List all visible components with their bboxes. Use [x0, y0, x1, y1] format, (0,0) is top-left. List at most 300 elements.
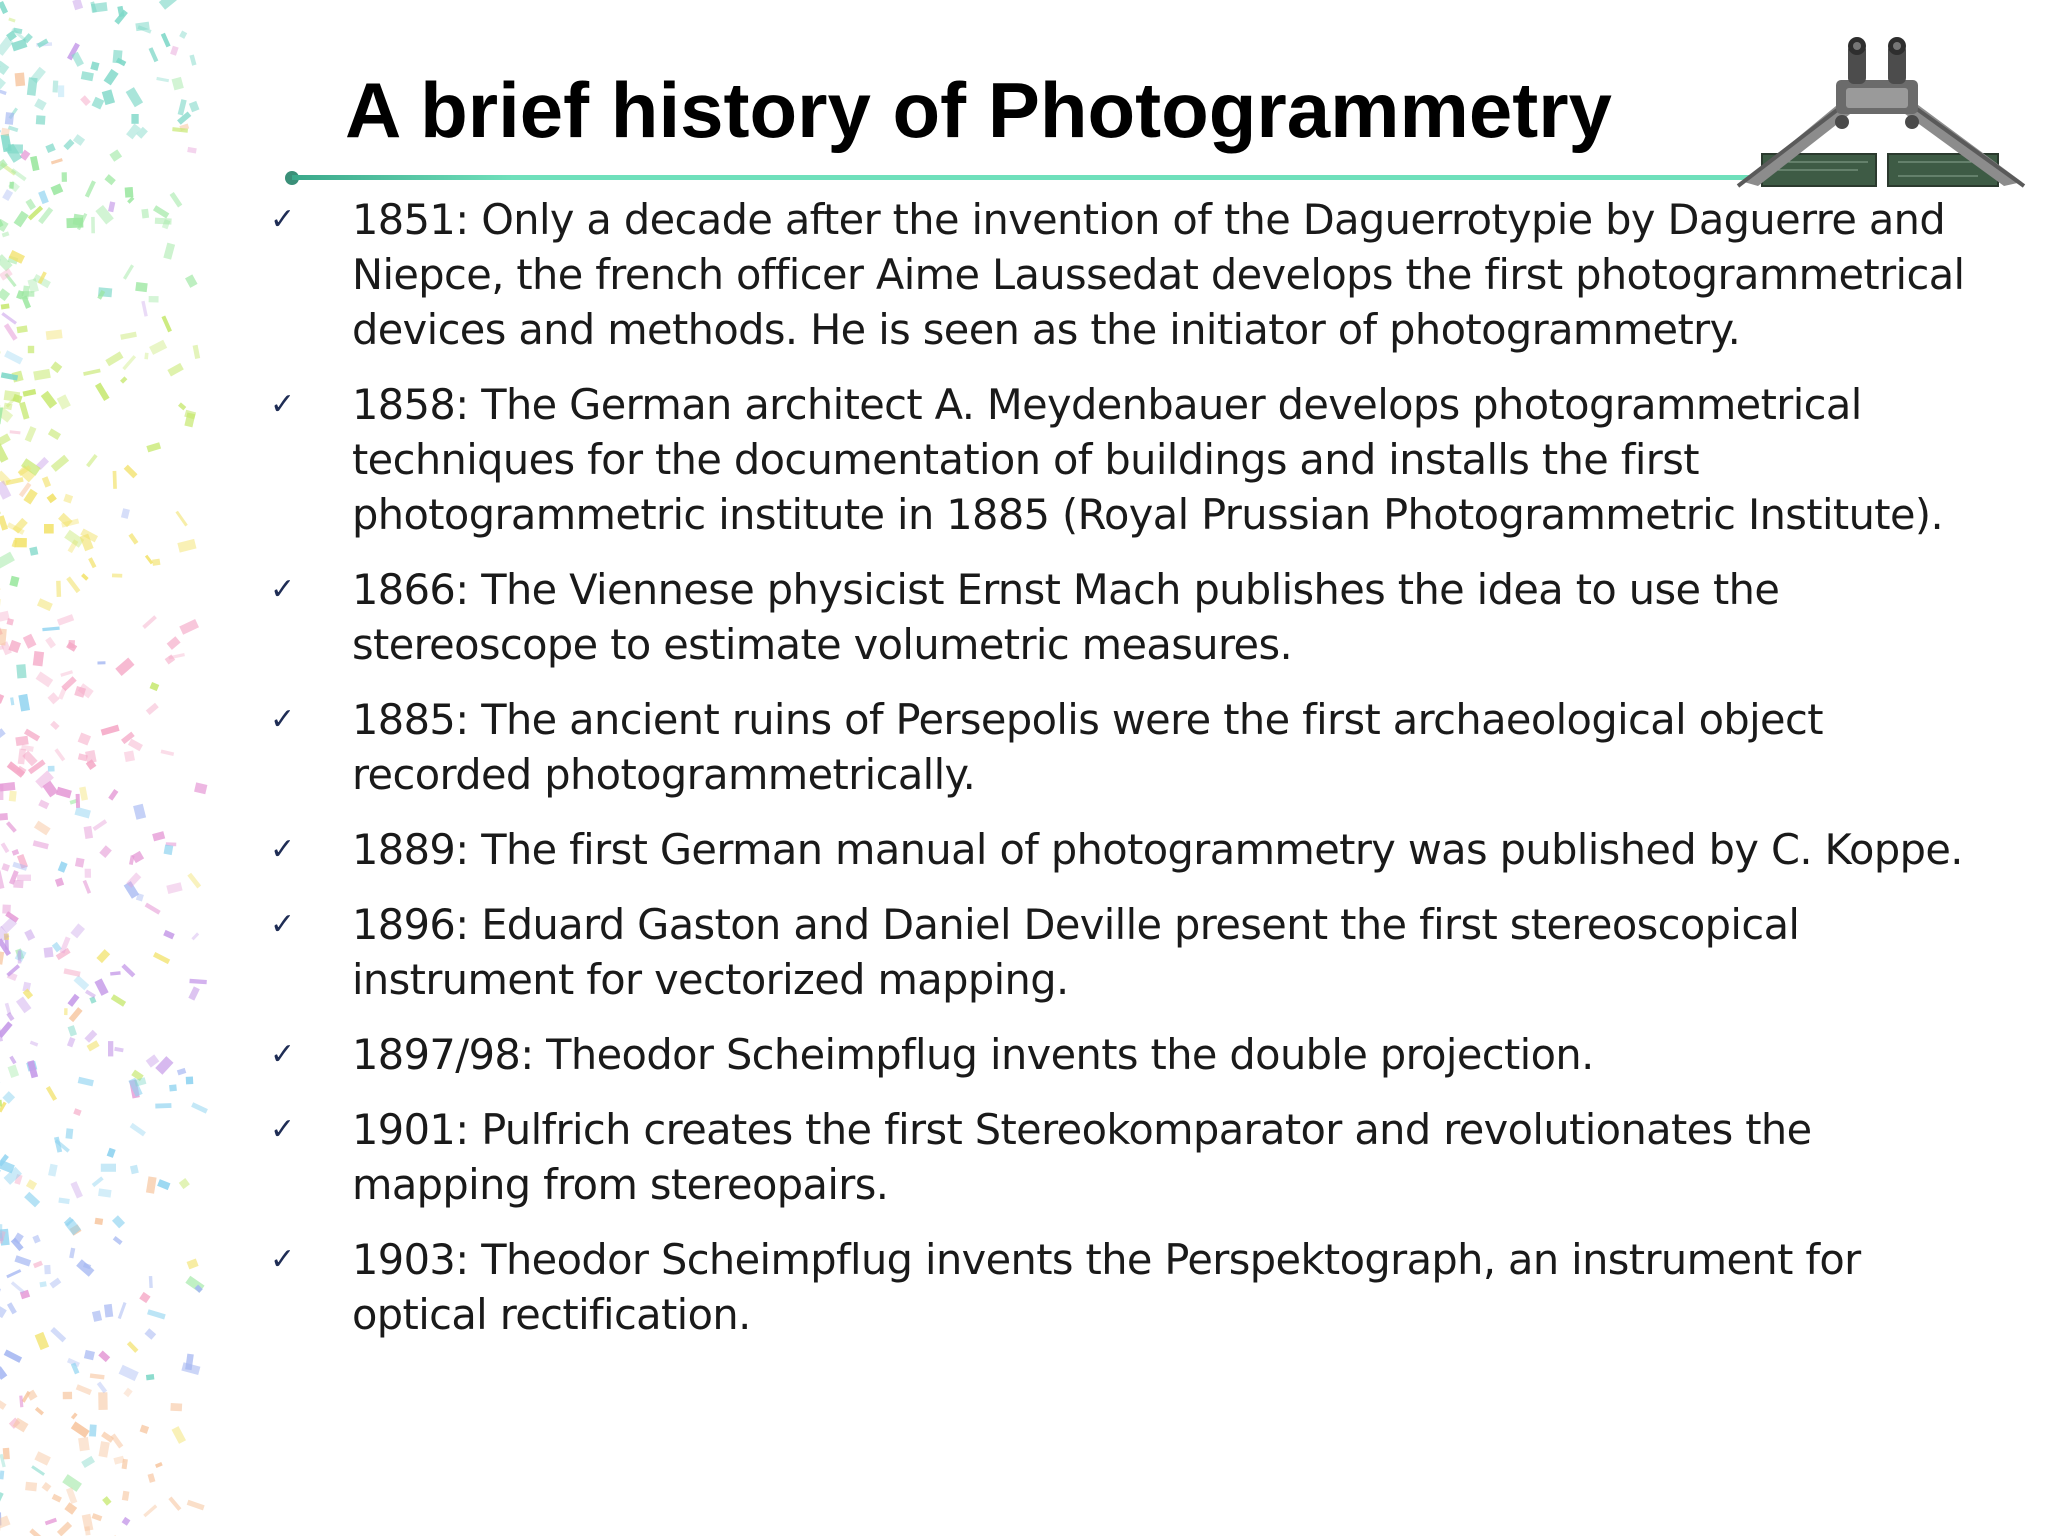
confetti-piece [76, 1259, 94, 1276]
confetti-piece [161, 316, 171, 333]
confetti-border-decoration [0, 0, 220, 1536]
confetti-piece [141, 209, 149, 219]
confetti-piece [44, 1265, 51, 1274]
confetti-piece [110, 971, 121, 976]
confetti-piece [0, 951, 4, 965]
check-mark-icon: ✓ [270, 1112, 295, 1147]
confetti-piece [56, 581, 61, 597]
confetti-piece [84, 826, 93, 839]
confetti-piece [0, 645, 4, 651]
confetti-piece [33, 840, 49, 849]
confetti-piece [92, 1310, 102, 1322]
confetti-piece [79, 787, 88, 801]
confetti-piece [35, 1407, 44, 1415]
confetti-piece [58, 1198, 69, 1205]
confetti-piece [95, 383, 110, 402]
confetti-piece [109, 149, 122, 161]
confetti-piece [67, 1037, 75, 1047]
confetti-piece [153, 952, 170, 964]
confetti-piece [161, 33, 171, 48]
confetti-piece [0, 1400, 7, 1410]
confetti-piece [5, 112, 14, 125]
confetti-piece [113, 471, 117, 489]
confetti-piece [52, 81, 58, 93]
confetti-piece [179, 31, 187, 39]
confetti-piece [130, 1123, 146, 1137]
confetti-piece [10, 430, 21, 434]
confetti-piece [172, 77, 184, 90]
confetti-piece [48, 766, 55, 772]
confetti-piece [141, 301, 148, 317]
confetti-piece [44, 524, 54, 534]
confetti-piece [172, 1426, 186, 1444]
confetti-piece [97, 661, 105, 664]
confetti-piece [102, 1496, 111, 1506]
confetti-piece [146, 703, 159, 715]
confetti-piece [51, 183, 64, 195]
check-mark-icon: ✓ [270, 832, 295, 867]
confetti-piece [63, 1392, 72, 1400]
confetti-piece [120, 332, 137, 340]
confetti-piece [0, 288, 10, 301]
confetti-piece [16, 664, 26, 678]
check-mark-icon: ✓ [270, 907, 295, 942]
check-mark-icon: ✓ [270, 387, 295, 422]
confetti-piece [146, 442, 161, 452]
confetti-piece [133, 804, 146, 820]
confetti-piece [42, 627, 59, 632]
confetti-piece [4, 323, 18, 340]
history-bullet-item [270, 377, 1990, 542]
confetti-piece [168, 1497, 181, 1511]
confetti-piece [78, 1077, 94, 1087]
confetti-piece [1, 128, 10, 136]
confetti-piece [0, 515, 8, 530]
bullet-text: 1851: Only a decade after the invention of the Daguerrotypie by Daguerre and Niepce, the french officer Aime Laussedat develops the first photogrammetrical devices and methods. He is seen as the initiator of photogrammetry. [352, 195, 1965, 354]
confetti-piece [9, 576, 19, 587]
stereo-plotter-device-icon [1718, 36, 2036, 196]
confetti-piece [30, 156, 39, 171]
confetti-piece [189, 101, 200, 112]
confetti-piece [99, 845, 112, 858]
confetti-piece [69, 1007, 83, 1022]
confetti-piece [155, 1103, 171, 1108]
confetti-piece [78, 1437, 90, 1451]
confetti-piece [143, 1504, 157, 1517]
confetti-piece [185, 274, 197, 287]
confetti-piece [63, 968, 80, 977]
confetti-piece [0, 552, 15, 569]
confetti-piece [69, 1248, 75, 1259]
confetti-piece [0, 78, 6, 89]
confetti-piece [64, 1008, 68, 1015]
confetti-piece [163, 930, 175, 939]
confetti-piece [8, 18, 15, 23]
confetti-piece [191, 1102, 208, 1113]
confetti-piece [107, 1148, 116, 1158]
confetti-piece [0, 782, 15, 791]
confetti-piece [9, 1056, 16, 1065]
confetti-piece [122, 1517, 131, 1526]
confetti-piece [0, 1306, 7, 1318]
confetti-piece [19, 1396, 23, 1408]
title-underline-rule [282, 170, 1762, 186]
confetti-piece [84, 1350, 95, 1360]
confetti-piece [85, 990, 96, 999]
confetti-piece [1, 863, 10, 871]
confetti-piece [56, 787, 72, 799]
confetti-piece [153, 205, 169, 218]
confetti-piece [90, 61, 99, 70]
confetti-piece [67, 994, 79, 1007]
confetti-piece [0, 1287, 1, 1301]
confetti-piece [121, 964, 135, 978]
confetti-piece [170, 1403, 182, 1411]
confetti-piece [119, 1365, 139, 1381]
confetti-piece [88, 557, 96, 568]
confetti-piece [33, 369, 51, 381]
confetti-piece [34, 98, 47, 110]
bullet-text: 1896: Eduard Gaston and Daniel Deville present the first stereoscopical instrument for vectorized mapping. [352, 900, 1800, 1004]
confetti-piece [144, 1328, 156, 1340]
confetti-piece [127, 196, 134, 203]
confetti-piece [37, 598, 53, 611]
bullet-text: 1885: The ancient ruins of Persepolis were the first archaeological object recorded photogrammetrically. [352, 695, 1823, 799]
confetti-piece [102, 89, 115, 105]
confetti-piece [4, 350, 23, 364]
confetti-piece [23, 389, 37, 397]
confetti-piece [91, 217, 95, 233]
confetti-piece [83, 369, 101, 376]
confetti-piece [17, 875, 31, 881]
confetti-piece [58, 85, 64, 97]
confetti-piece [0, 1470, 4, 1479]
confetti-piece [48, 1164, 58, 1177]
confetti-piece [193, 345, 201, 359]
confetti-piece [25, 426, 37, 442]
confetti-piece [15, 73, 26, 87]
confetti-piece [149, 340, 167, 355]
confetti-piece [0, 90, 7, 95]
confetti-piece [73, 134, 85, 146]
confetti-piece [96, 949, 110, 963]
confetti-piece [2, 231, 10, 237]
confetti-piece [166, 882, 182, 894]
history-bullet-item [270, 692, 1990, 802]
confetti-piece [155, 218, 172, 225]
confetti-piece [146, 1374, 154, 1380]
confetti-piece [104, 1304, 113, 1318]
confetti-piece [122, 355, 136, 370]
history-bullet-item [270, 192, 1990, 357]
confetti-piece [149, 47, 159, 62]
confetti-piece [11, 1281, 25, 1294]
confetti-piece [31, 1465, 45, 1476]
confetti-piece [46, 1086, 57, 1101]
confetti-piece [101, 1164, 116, 1172]
confetti-piece [36, 115, 46, 124]
confetti-piece [18, 694, 30, 712]
confetti-piece [177, 539, 196, 553]
confetti-piece [149, 296, 159, 302]
confetti-piece [76, 794, 80, 808]
confetti-piece [57, 394, 71, 409]
confetti-piece [85, 869, 91, 878]
confetti-piece [104, 174, 115, 185]
confetti-piece [14, 1255, 31, 1266]
confetti-piece [45, 637, 56, 649]
confetti-piece [51, 158, 63, 164]
confetti-piece [75, 858, 85, 868]
confetti-piece [84, 1030, 97, 1043]
history-bullet-item [270, 562, 1990, 672]
confetti-piece [26, 1179, 37, 1190]
confetti-piece [110, 1434, 123, 1449]
confetti-piece [149, 1276, 153, 1288]
confetti-piece [6, 821, 17, 833]
confetti-piece [0, 583, 1, 599]
confetti-piece [58, 687, 67, 700]
confetti-piece [161, 750, 175, 757]
confetti-piece [187, 1259, 199, 1270]
confetti-piece [112, 574, 122, 578]
bullet-text: 1858: The German architect A. Meydenbauer develops photogrammetrical techniques for the documentation of buildings and installs the first photogrammetric institute in 1885 (Royal Prussian Photogrammetric Institute). [352, 380, 1944, 539]
confetti-piece [1, 303, 10, 309]
confetti-piece [24, 929, 35, 941]
confetti-piece [170, 192, 183, 207]
confetti-piece [30, 1041, 39, 1047]
confetti-piece [90, 1373, 105, 1379]
confetti-piece [168, 653, 185, 659]
confetti-piece [1, 312, 17, 325]
confetti-piece [92, 1176, 104, 1187]
confetti-piece [0, 1366, 7, 1380]
confetti-piece [122, 1491, 130, 1501]
check-mark-icon: ✓ [270, 702, 295, 737]
confetti-piece [97, 1382, 107, 1394]
confetti-piece [0, 1, 8, 14]
confetti-piece [15, 736, 28, 746]
confetti-piece [0, 1515, 11, 1530]
confetti-piece [145, 555, 153, 565]
confetti-piece [134, 1077, 146, 1086]
confetti-piece [2, 1091, 15, 1104]
confetti-piece [115, 658, 134, 676]
confetti-piece [23, 634, 37, 649]
confetti-piece [121, 508, 130, 519]
confetti-piece [50, 361, 62, 373]
confetti-piece [146, 1176, 157, 1193]
confetti-piece [92, 97, 105, 110]
confetti-piece [81, 1456, 95, 1468]
confetti-piece [89, 1424, 97, 1436]
confetti-piece [108, 789, 118, 801]
confetti-piece [49, 1278, 61, 1289]
history-bullet-item [270, 897, 1990, 1007]
confetti-piece [164, 845, 174, 856]
confetti-piece [44, 947, 54, 958]
confetti-piece [124, 751, 135, 763]
confetti-piece [146, 1054, 160, 1067]
confetti-piece [35, 1332, 49, 1350]
confetti-piece [114, 1047, 123, 1052]
confetti-piece [74, 975, 90, 990]
confetti-piece [117, 6, 124, 17]
confetti-piece [24, 1192, 40, 1208]
confetti-piece [62, 172, 67, 182]
confetti-piece [98, 1351, 110, 1363]
confetti-piece [28, 346, 34, 353]
confetti-piece [187, 1500, 205, 1511]
confetti-piece [105, 351, 123, 366]
confetti-piece [85, 180, 96, 197]
confetti-piece [0, 693, 4, 703]
confetti-piece [13, 28, 22, 34]
confetti-piece [124, 465, 138, 479]
confetti-piece [140, 1425, 149, 1434]
confetti-piece [175, 511, 187, 527]
confetti-piece [65, 1128, 73, 1139]
confetti-piece [14, 211, 29, 228]
confetti-piece [52, 1494, 62, 1503]
confetti-piece [0, 1492, 4, 1504]
confetti-piece [169, 1084, 177, 1091]
bullet-text: 1903: Theodor Scheimpflug invents the Perspektograph, an instrument for optical rectification. [352, 1235, 1861, 1339]
confetti-piece [188, 986, 199, 1000]
confetti-piece [29, 1528, 45, 1536]
confetti-piece [123, 264, 134, 279]
confetti-piece [33, 1261, 43, 1269]
confetti-piece [33, 651, 44, 666]
confetti-piece [93, 819, 108, 831]
confetti-piece [104, 69, 119, 85]
confetti-piece [101, 725, 120, 736]
confetti-piece [34, 1451, 50, 1465]
confetti-piece [0, 1021, 13, 1038]
confetti-piece [46, 329, 63, 340]
confetti-piece [68, 1025, 77, 1036]
confetti-piece [152, 559, 160, 566]
confetti-piece [139, 1292, 150, 1303]
confetti-piece [81, 71, 94, 81]
confetti-piece [131, 114, 138, 124]
confetti-piece [0, 433, 11, 447]
confetti-piece [111, 994, 126, 1007]
confetti-piece [48, 692, 60, 704]
confetti-piece [155, 1056, 173, 1075]
confetti-piece [135, 282, 147, 292]
confetti-piece [178, 402, 186, 410]
confetti-piece [130, 1165, 139, 1175]
confetti-piece [98, 1188, 112, 1197]
confetti-piece [78, 733, 91, 746]
confetti-piece [145, 903, 161, 915]
confetti-piece [86, 454, 98, 467]
confetti-piece [108, 201, 115, 212]
confetti-piece [70, 1181, 82, 1198]
confetti-piece [0, 728, 6, 739]
confetti-piece [189, 55, 196, 66]
confetti-piece [25, 1482, 37, 1492]
confetti-piece [45, 143, 55, 153]
confetti-piece [37, 39, 49, 48]
history-bullet-item [270, 1102, 1990, 1212]
confetti-piece [42, 1482, 52, 1492]
confetti-piece [41, 391, 57, 409]
confetti-piece [29, 547, 38, 556]
confetti-piece [189, 979, 206, 984]
bullet-text: 1866: The Viennese physicist Ernst Mach publishes the idea to use the stereoscope to estimate volumetric measures. [352, 565, 1780, 669]
confetti-piece [0, 1100, 2, 1108]
confetti-piece [66, 218, 83, 228]
confetti-piece [47, 493, 57, 503]
confetti-piece [58, 861, 68, 872]
confetti-piece [71, 1413, 78, 1420]
confetti-piece [194, 782, 207, 794]
bullet-text: 1889: The first German manual of photogrammetry was published by C. Koppe. [352, 825, 1963, 874]
confetti-piece [128, 739, 143, 752]
history-bullet-item [270, 1232, 1990, 1342]
confetti-piece [81, 573, 89, 580]
confetti-piece [6, 1269, 21, 1278]
confetti-piece [19, 402, 29, 420]
confetti-piece [75, 807, 91, 819]
confetti-piece [55, 878, 64, 887]
confetti-piece [186, 1077, 194, 1085]
confetti-piece [21, 296, 31, 309]
confetti-piece [167, 636, 181, 650]
confetti-piece [71, 1421, 90, 1437]
confetti-piece [60, 670, 73, 677]
check-mark-icon: ✓ [270, 202, 295, 237]
confetti-piece [155, 1462, 163, 1468]
confetti-piece [108, 1041, 113, 1056]
confetti-piece [54, 748, 65, 761]
confetti-piece [57, 614, 74, 626]
confetti-piece [191, 932, 199, 940]
bullet-text: 1901: Pulfrich creates the first Stereokomparator and revolutionates the mapping from stereopairs. [352, 1105, 1812, 1209]
confetti-piece [66, 642, 77, 652]
confetti-piece [98, 1392, 108, 1410]
confetti-piece [0, 813, 8, 821]
confetti-piece [32, 1235, 40, 1244]
check-mark-icon: ✓ [270, 1242, 295, 1277]
confetti-piece [12, 849, 20, 856]
confetti-piece [163, 243, 175, 260]
confetti-piece [167, 363, 183, 377]
confetti-piece [8, 1065, 20, 1078]
confetti-piece [118, 1302, 127, 1319]
confetti-piece [187, 873, 201, 889]
confetti-piece [127, 1341, 139, 1353]
confetti-piece [177, 1068, 186, 1076]
confetti-piece [152, 831, 165, 841]
confetti-piece [51, 455, 69, 472]
confetti-piece [120, 376, 127, 383]
bullet-text: 1897/98: Theodor Scheimpflug invents the double projection. [352, 1030, 1594, 1079]
confetti-piece [16, 997, 32, 1014]
confetti-piece [0, 61, 9, 75]
slide-title: A brief history of Photogrammetry [345, 66, 1612, 154]
confetti-piece [42, 476, 51, 487]
confetti-piece [0, 443, 8, 463]
confetti-piece [113, 50, 123, 64]
confetti-piece [178, 99, 187, 115]
confetti-piece [95, 1218, 104, 1225]
confetti-piece [48, 428, 61, 440]
confetti-piece [70, 923, 85, 938]
confetti-piece [66, 576, 80, 593]
